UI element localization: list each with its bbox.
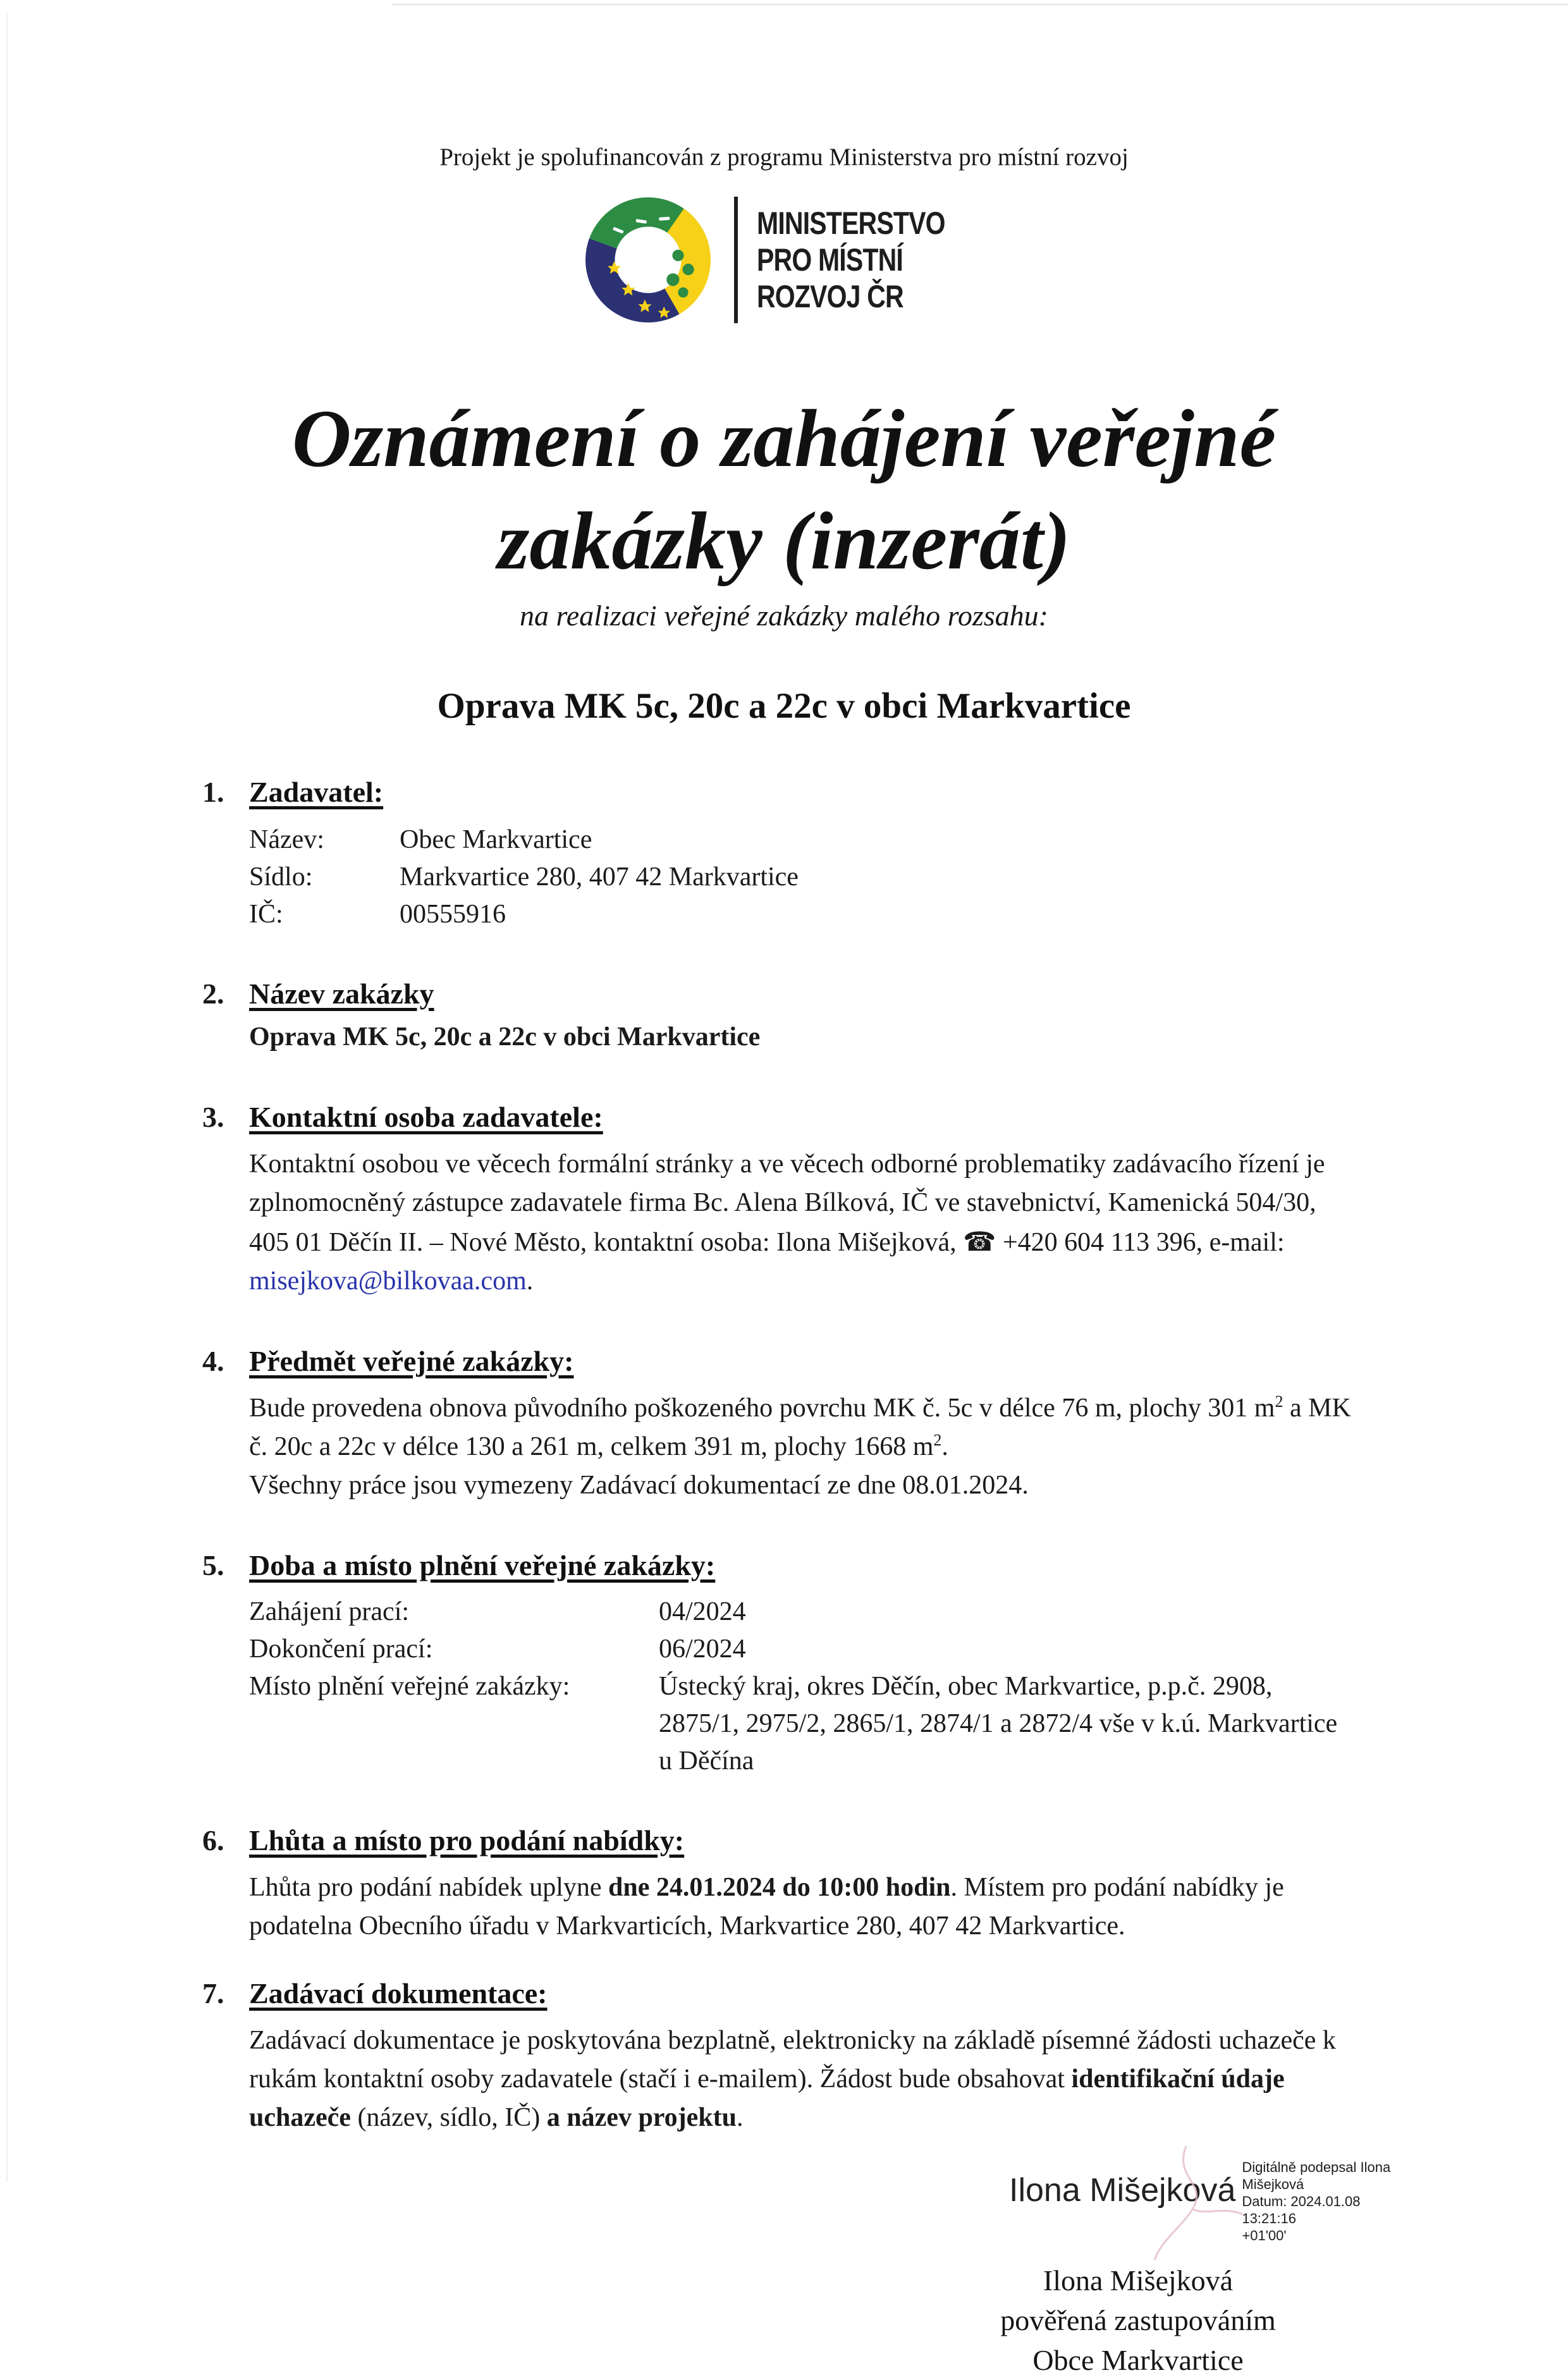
section-heading: Kontaktní osoba zadavatele: (249, 1101, 603, 1133)
annotation-line-2: Mišejková (1242, 2176, 1304, 2192)
subject-note: Všechny práce jsou vymezeny Zadávací dokumentací ze dne 08.01.2024. (249, 1471, 1029, 1500)
phone-icon: ☎ (963, 1226, 996, 1257)
documentation-text-end: . (737, 2103, 744, 2132)
field-label: Sídlo: (249, 862, 313, 892)
contact-text: Kontaktní osobou ve věcech formální stránky a ve věcech odborné problematiky zadávacího řízení je zplnomocněný zástupce zadavatele firma Bc. Alena Bílková, IČ ve stavebnictví, Kamenická 504/30, 405 01 Děčín II. – Nové Město, kontaktní osoba: Ilona Mišejková, (249, 1150, 1325, 1257)
contact-phone: +420 604 113 396, e-mail: (996, 1228, 1285, 1257)
subject-text: . (941, 1432, 948, 1461)
documentation-text: Zadávací dokumentace je poskytována bezplatně, elektronicky na základě písemné žádosti uchazeče k rukám kontaktní osoby zadavatele (stačí i e-mailem). Žádost bude obsahovat (249, 2026, 1336, 2094)
documentation-paragraph (249, 2021, 1353, 2137)
superscript: 2 (1275, 1392, 1283, 1411)
deadline-text-end: . Místem pro podání nabídky je podatelna Obecního úřadu v Markvarticích, Markvartice 280, 407 42 Markvartice. (249, 1873, 1284, 1941)
section-number: 5. (202, 1549, 224, 1581)
field-label: IČ: (249, 900, 283, 929)
section-dokumentace (202, 1975, 1353, 2137)
documentation-text: (název, sídlo, IČ) (350, 2103, 547, 2132)
field-label: Místo plnění veřejné zakázky: (249, 1672, 570, 1701)
section-nazev-zakazky (202, 975, 1353, 1057)
section-predmet (202, 1342, 1353, 1505)
section-number: 3. (202, 1101, 224, 1133)
field-value: Markvartice 280, 407 42 Markvartice (400, 862, 799, 892)
ministry-wordmark (757, 205, 945, 315)
document-title (0, 388, 1568, 592)
section-heading: Předmět veřejné zakázky: (249, 1345, 574, 1377)
field-row-misto (249, 1668, 1353, 1780)
section-kontaktni-osoba (202, 1098, 1353, 1301)
section-number: 4. (202, 1345, 224, 1377)
field-row-nazev (249, 821, 1353, 859)
section-heading: Doba a místo plnění veřejné zakázky: (249, 1549, 716, 1581)
contact-paragraph (249, 1145, 1353, 1301)
contact-text-end: . (526, 1267, 534, 1296)
subject-text: Bude provedena obnova původního poškozeného povrchu MK č. 5c v délce 76 m, plochy 301 m (249, 1394, 1275, 1423)
section-heading: Zadávací dokumentace: (249, 1977, 548, 2009)
title-line-2: zakázky (inzerát) (497, 496, 1071, 587)
field-row-zahajeni (249, 1593, 1353, 1631)
wordmark-line-3: ROZVOJ ČR (757, 279, 904, 314)
section-zadavatel (202, 773, 1353, 933)
digital-signature (1009, 2159, 1568, 2244)
field-value: Obec Markvartice (400, 825, 592, 854)
annotation-line-4: +01'00' (1242, 2228, 1287, 2243)
field-row-ic (249, 896, 1353, 933)
project-title: Oprava MK 5c, 20c a 22c v obci Markvartice (437, 686, 1131, 726)
section-heading: Zadavatel: (249, 776, 384, 808)
contract-name: Oprava MK 5c, 20c a 22c v obci Markvartice (249, 1022, 761, 1052)
wordmark-line-2: PRO MÍSTNÍ (757, 242, 903, 278)
subject-paragraph (249, 1389, 1353, 1466)
section-lhuta (202, 1822, 1353, 1946)
field-value: 00555916 (400, 900, 506, 929)
project-name-bold: a název projektu (546, 2103, 737, 2132)
title-line-1: Oznámení o zahájení veřejné (291, 393, 1277, 484)
section-heading: Lhůta a místo pro podání nabídky: (249, 1824, 685, 1856)
field-label: Název: (249, 825, 324, 854)
section-heading: Název zakázky (249, 978, 434, 1010)
field-value: 06/2024 (659, 1635, 746, 1664)
signer-role: pověřená zastupováním (1000, 2304, 1276, 2336)
ministry-swirl-icon (581, 193, 715, 327)
section-number: 6. (202, 1824, 224, 1856)
scan-artifact-top-line (392, 4, 1568, 5)
document-subtitle: na realizaci veřejné zakázky malého rozsahu: (520, 599, 1048, 632)
field-row-sidlo (249, 859, 1353, 896)
field-label: Dokončení prací: (249, 1635, 433, 1664)
superscript: 2 (933, 1431, 942, 1449)
wordmark-line-1: MINISTERSTVO (757, 205, 946, 241)
digital-signature-name: Ilona Mišejková (1009, 2172, 1236, 2209)
ministry-logo (0, 190, 1568, 329)
section-number: 7. (202, 1977, 224, 2009)
signer-name: Ilona Mišejková (1043, 2264, 1234, 2297)
signer-block (910, 2260, 1366, 2380)
section-number: 2. (202, 978, 224, 1010)
field-row-dokonceni (249, 1631, 1353, 1668)
deadline-paragraph (249, 1868, 1353, 1946)
annotation-line-3: Datum: 2024.01.08 13:21:16 (1242, 2193, 1361, 2226)
digital-signature-annotation (1242, 2159, 1400, 2244)
deadline-text: Lhůta pro podání nabídek uplyne (249, 1873, 609, 1902)
subject-text: a MK č. 20c a 22c v délce 130 a 261 m, celkem 391 m, plochy 1668 m (249, 1394, 1351, 1461)
funding-note: Projekt je spolufinancován z programu Ministerstva pro místní rozvoj (439, 144, 1129, 171)
email-link[interactable]: misejkova@bilkovaa.com (249, 1267, 527, 1296)
field-value: 04/2024 (659, 1597, 746, 1626)
signer-org: Obce Markvartice (1032, 2344, 1244, 2376)
field-label: Zahájení prací: (249, 1597, 410, 1626)
field-value: Ústecký kraj, okres Děčín, obec Markvartice, p.p.č. 2908, 2875/1, 2975/2, 2865/1, 2874/1 a 2872/4 vše v k.ú. Markvartice u Děčína (659, 1672, 1338, 1776)
identification-bold: identifikační údaje uchazeče (249, 2064, 1285, 2132)
section-doba-misto (202, 1547, 1353, 1780)
deadline-date: dne 24.01.2024 do 10:00 hodin (608, 1873, 951, 1902)
section-number: 1. (202, 776, 224, 808)
scan-artifact-left-line (6, 13, 8, 2181)
annotation-line-1: Digitálně podepsal Ilona (1242, 2159, 1391, 2175)
logo-divider (734, 197, 738, 323)
sections-list (202, 773, 1353, 2137)
